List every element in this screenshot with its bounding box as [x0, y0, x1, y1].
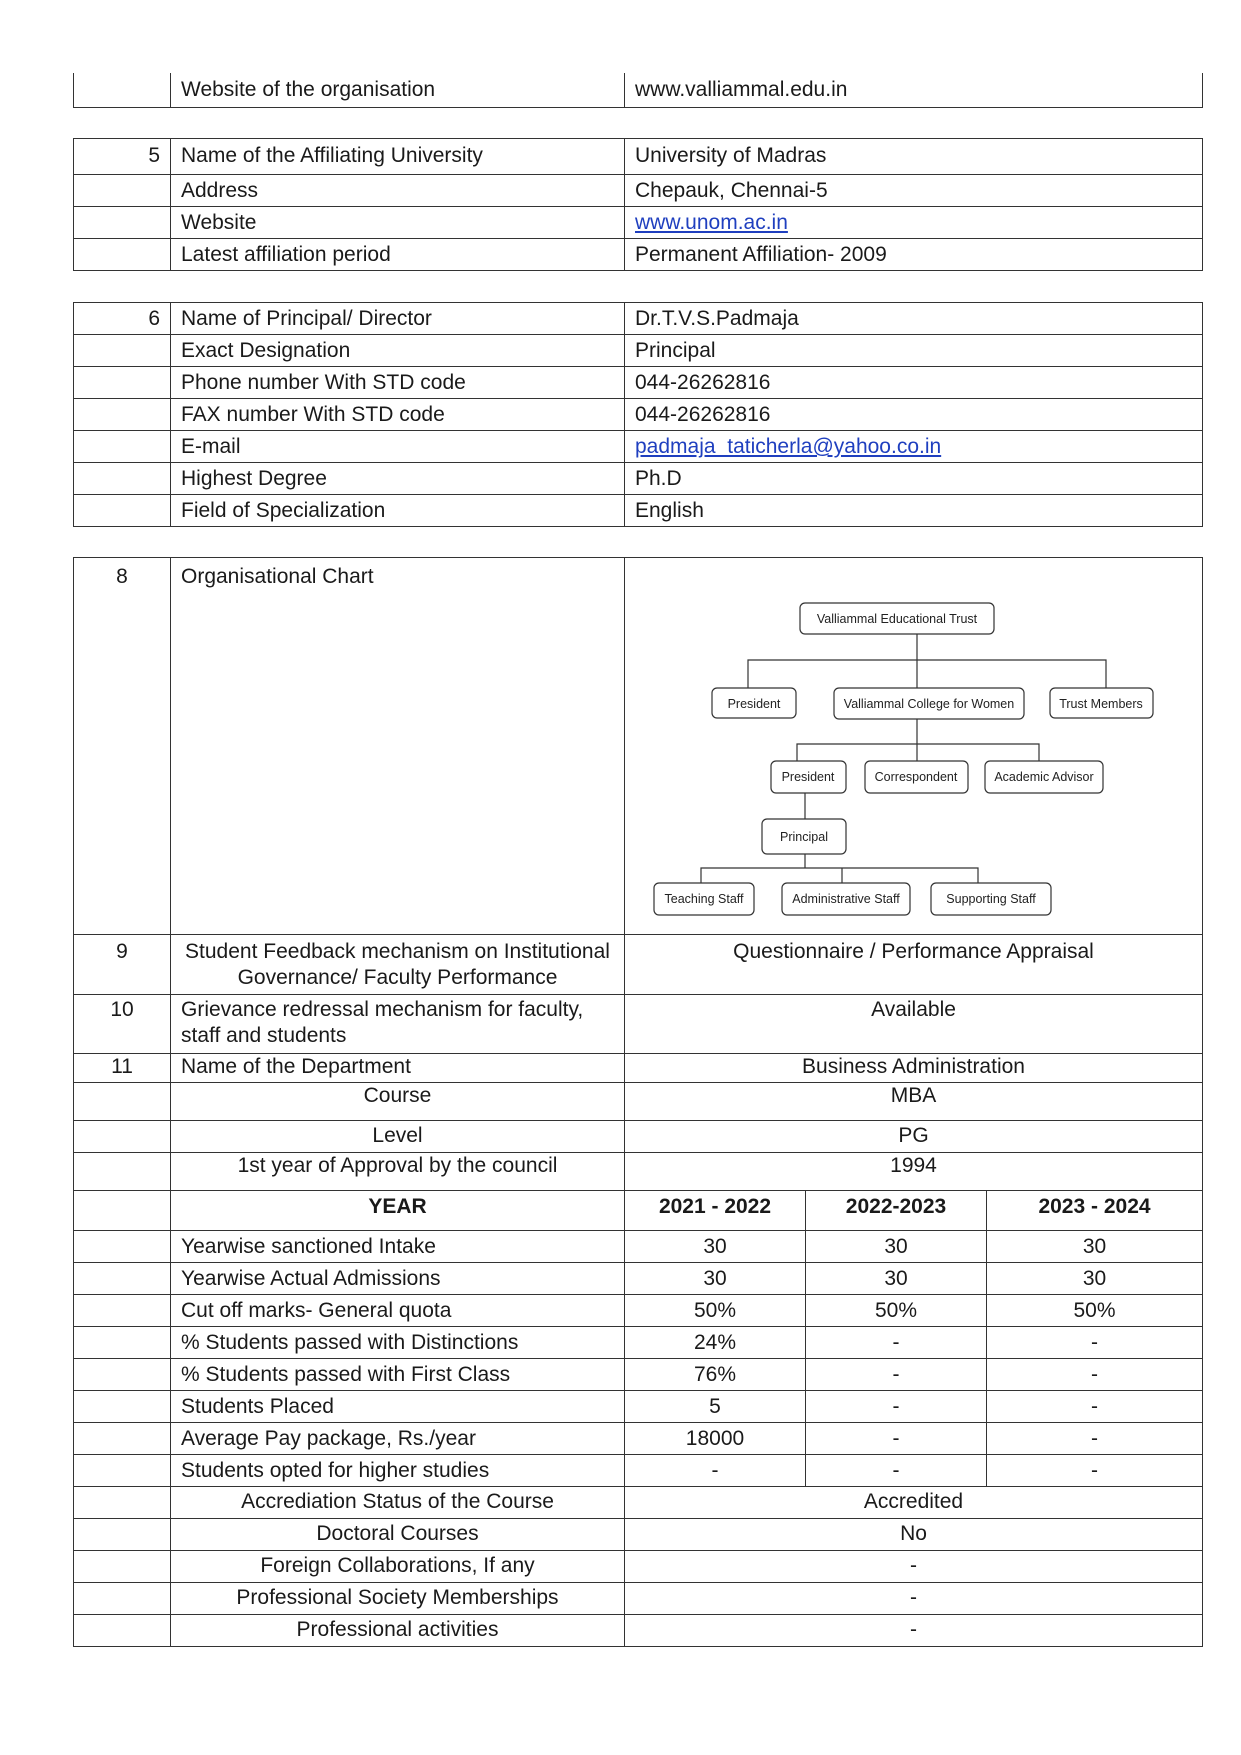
stat-label: Cut off marks- General quota [171, 1295, 625, 1327]
specialization-value: English [625, 495, 1203, 527]
email-label: E-mail [171, 431, 625, 463]
org-node-trust [800, 603, 994, 634]
org-label: Valliammal Educational Trust [816, 612, 978, 626]
org-label: Trust Members [1059, 697, 1143, 711]
stat-value: - [987, 1455, 1203, 1487]
stat-value: - [806, 1455, 987, 1487]
department-table [73, 557, 1203, 1647]
org-label: President [781, 770, 835, 784]
stat-label: Yearwise Actual Admissions [171, 1263, 625, 1295]
principal-name-value: Dr.T.V.S.Padmaja [625, 303, 1203, 335]
accreditation-value: Accredited [625, 1487, 1203, 1519]
org-node-trust-president [712, 688, 796, 718]
stat-value: 50% [806, 1295, 987, 1327]
level-label: Level [171, 1121, 625, 1153]
stat-value: 5 [625, 1391, 806, 1423]
org-label: Administrative Staff [792, 892, 900, 906]
org-node-correspondent [865, 761, 968, 793]
stat-value: 30 [987, 1263, 1203, 1295]
stat-value: 30 [625, 1231, 806, 1263]
university-label: Name of the Affiliating University [171, 139, 625, 175]
society-value: - [625, 1583, 1203, 1615]
activities-value: - [625, 1615, 1203, 1647]
org-label: Academic Advisor [994, 770, 1094, 784]
org-connector [797, 744, 1039, 761]
stat-value: - [806, 1391, 987, 1423]
university-website-link[interactable]: www.unom.ac.in [635, 211, 788, 234]
stat-value: 30 [806, 1231, 987, 1263]
stat-value: 50% [987, 1295, 1203, 1327]
org-node-trust-members [1050, 688, 1153, 718]
org-label: Supporting Staff [946, 892, 1036, 906]
degree-label: Highest Degree [171, 463, 625, 495]
feedback-label: Student Feedback mechanism on Institutional Governance/ Faculty Performance [171, 935, 625, 995]
specialization-label: Field of Specialization [171, 495, 625, 527]
stat-label: % Students passed with First Class [171, 1359, 625, 1391]
activities-label: Professional activities [171, 1615, 625, 1647]
org-chart-cell [625, 558, 1203, 935]
org-node-teaching-staff [654, 883, 754, 915]
approval-label: 1st year of Approval by the council [171, 1153, 625, 1191]
org-node-principal [762, 819, 846, 854]
section-number: 11 [74, 1054, 171, 1083]
stat-value: - [987, 1423, 1203, 1455]
designation-value: Principal [625, 335, 1203, 367]
doctoral-value: No [625, 1519, 1203, 1551]
org-node-administrative-staff [782, 883, 910, 915]
foreign-collab-value: - [625, 1551, 1203, 1583]
affiliation-period-label: Latest affiliation period [171, 239, 625, 271]
stat-label: Students Placed [171, 1391, 625, 1423]
society-label: Professional Society Memberships [171, 1583, 625, 1615]
stat-label: Average Pay package, Rs./year [171, 1423, 625, 1455]
course-value: MBA [625, 1083, 1203, 1121]
stat-value: 76% [625, 1359, 806, 1391]
website-value: www.valliammal.edu.in [625, 73, 1203, 107]
org-label: Principal [780, 830, 828, 844]
level-value: PG [625, 1121, 1203, 1153]
email-link[interactable]: padmaja_taticherla@yahoo.co.in [635, 435, 942, 458]
row-number [74, 73, 171, 107]
address-value: Chepauk, Chennai-5 [625, 175, 1203, 207]
phone-value: 044-26262816 [625, 367, 1203, 399]
org-node-college [834, 688, 1024, 719]
course-label: Course [171, 1083, 625, 1121]
stat-value: - [987, 1327, 1203, 1359]
stat-value: - [806, 1359, 987, 1391]
stat-label: Yearwise sanctioned Intake [171, 1231, 625, 1263]
stat-value: - [625, 1455, 806, 1487]
principal-name-label: Name of Principal/ Director [171, 303, 625, 335]
address-label: Address [171, 175, 625, 207]
section-number: 8 [74, 558, 171, 935]
org-node-supporting-staff [931, 883, 1051, 915]
principal-table [73, 302, 1203, 527]
org-node-academic-advisor [985, 761, 1103, 793]
website-table [73, 73, 1203, 108]
section-number: 10 [74, 995, 171, 1054]
stat-value: 50% [625, 1295, 806, 1327]
stat-value: 24% [625, 1327, 806, 1359]
org-label: Valliammal College for Women [843, 697, 1015, 711]
stat-label: Students opted for higher studies [171, 1455, 625, 1487]
year-column-header: 2023 - 2024 [987, 1191, 1203, 1231]
org-connector [748, 660, 1106, 688]
year-column-header: 2022-2023 [806, 1191, 987, 1231]
foreign-collab-label: Foreign Collaborations, If any [171, 1551, 625, 1583]
year-header: YEAR [171, 1191, 625, 1231]
org-node-college-president [771, 761, 846, 793]
doctoral-label: Doctoral Courses [171, 1519, 625, 1551]
stat-value: 30 [625, 1263, 806, 1295]
stat-value: - [806, 1327, 987, 1359]
stat-label: % Students passed with Distinctions [171, 1327, 625, 1359]
department-label: Name of the Department [171, 1054, 625, 1083]
university-website-label: Website [171, 207, 625, 239]
stat-value: - [806, 1423, 987, 1455]
section-number: 6 [74, 303, 171, 335]
grievance-label: Grievance redressal mechanism for faculty, staff and students [171, 995, 625, 1054]
stat-value: - [987, 1359, 1203, 1391]
affiliation-period-value: Permanent Affiliation- 2009 [625, 239, 1203, 271]
year-column-header: 2021 - 2022 [625, 1191, 806, 1231]
designation-label: Exact Designation [171, 335, 625, 367]
stat-value: - [987, 1391, 1203, 1423]
stat-value: 18000 [625, 1423, 806, 1455]
section-number: 9 [74, 935, 171, 995]
website-label: Website of the organisation [171, 73, 625, 107]
department-value: Business Administration [625, 1054, 1203, 1083]
org-chart [625, 558, 1201, 933]
phone-label: Phone number With STD code [171, 367, 625, 399]
grievance-value: Available [625, 995, 1203, 1054]
university-value: University of Madras [625, 139, 1203, 175]
affiliation-table [73, 138, 1203, 271]
stat-value: 30 [987, 1231, 1203, 1263]
stat-value: 30 [806, 1263, 987, 1295]
feedback-value: Questionnaire / Performance Appraisal [625, 935, 1203, 995]
fax-label: FAX number With STD code [171, 399, 625, 431]
org-label: Correspondent [874, 770, 958, 784]
org-label: President [727, 697, 781, 711]
org-chart-label: Organisational Chart [171, 558, 625, 935]
section-number: 5 [74, 139, 171, 175]
fax-value: 044-26262816 [625, 399, 1203, 431]
org-connector [701, 868, 978, 883]
approval-value: 1994 [625, 1153, 1203, 1191]
degree-value: Ph.D [625, 463, 1203, 495]
org-label: Teaching Staff [664, 892, 744, 906]
accreditation-label: Accrediation Status of the Course [171, 1487, 625, 1519]
